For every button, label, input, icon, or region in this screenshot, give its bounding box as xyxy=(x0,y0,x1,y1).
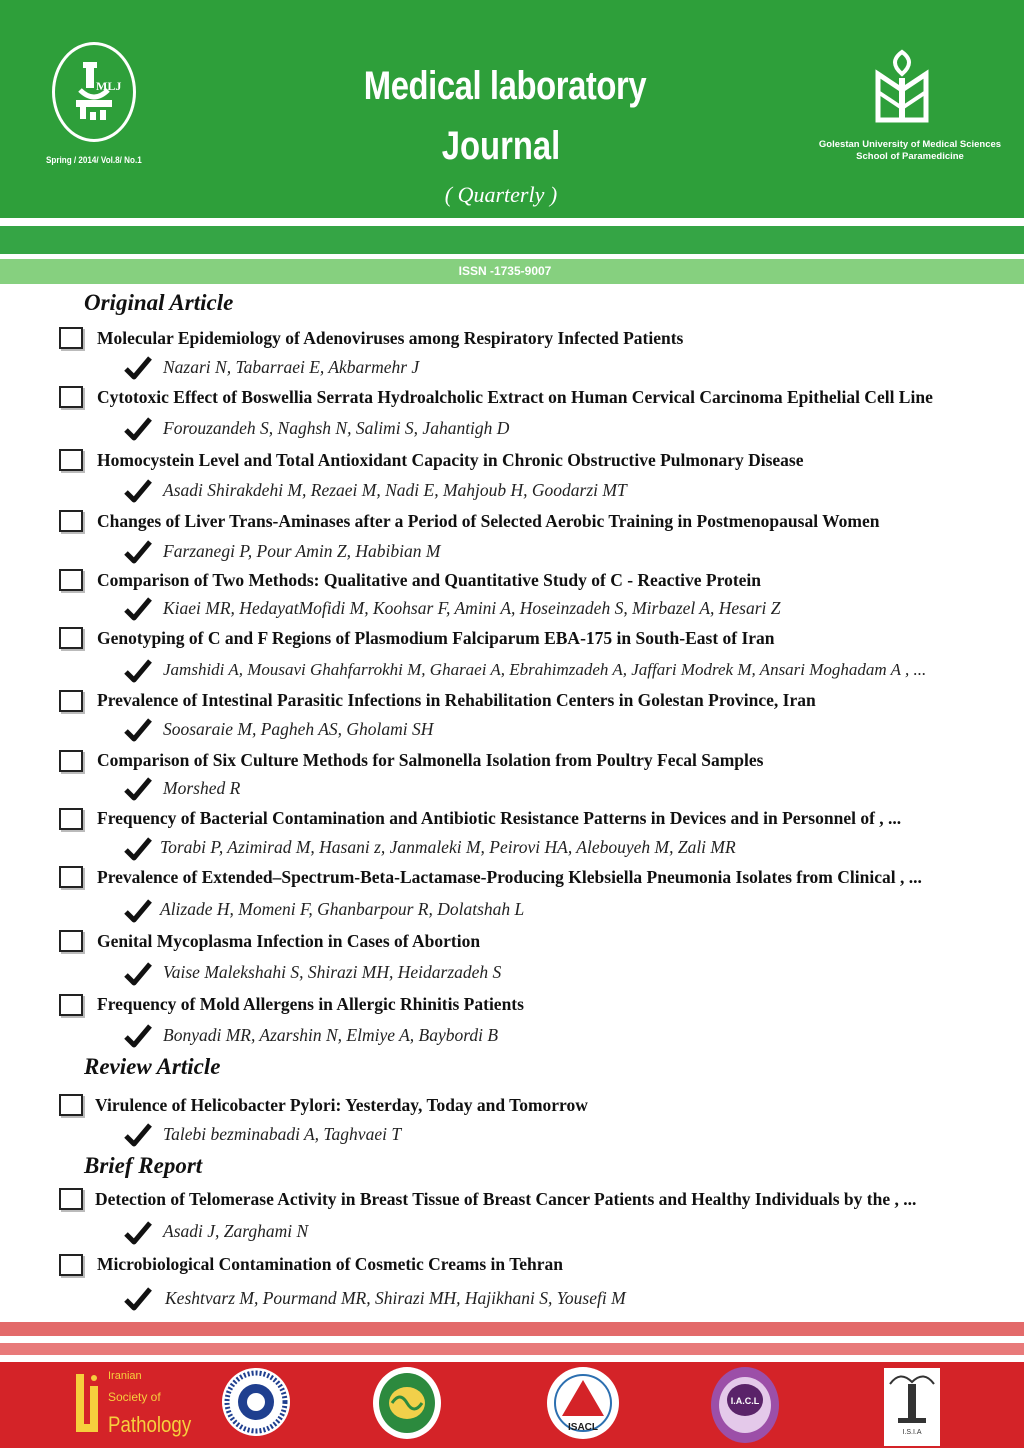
checkmark-icon xyxy=(124,417,152,441)
article-checkbox[interactable] xyxy=(59,1094,83,1116)
checkmark-icon xyxy=(124,718,152,742)
isia-logo xyxy=(884,1368,940,1446)
article-authors: Asadi Shirakdehi M, Rezaei M, Nadi E, Mahjoub H, Goodarzi MT xyxy=(163,480,627,500)
article-checkbox[interactable] xyxy=(59,569,83,591)
section-heading-review: Review Article xyxy=(84,1054,221,1079)
article-checkbox[interactable] xyxy=(59,627,83,649)
article-title[interactable]: Microbiological Contamination of Cosmetic Creams in Tehran xyxy=(97,1254,564,1274)
article-authors: Vaise Malekshahi S, Shirazi MH, Heidarzadeh S xyxy=(163,962,502,982)
pathology-society-line2: Society of xyxy=(108,1390,161,1404)
section-heading-original: Original Article xyxy=(84,290,234,315)
checkmark-icon xyxy=(124,540,152,564)
iacl-logo xyxy=(710,1366,780,1444)
article-authors: Talebi bezminabadi A, Taghvaei T xyxy=(163,1124,402,1144)
article-checkbox[interactable] xyxy=(59,866,83,888)
checkmark-icon xyxy=(124,597,152,621)
article-title[interactable]: Prevalence of Intestinal Parasitic Infections in Rehabilitation Centers in Golestan Province, Iran xyxy=(97,690,816,710)
article-title[interactable]: Comparison of Two Methods: Qualitative and Quantitative Study of C - Reactive Protein xyxy=(97,570,762,590)
article-authors: Jamshidi A, Mousavi Ghahfarrokhi M, Gharaei A, Ebrahimzadeh A, Jaffari Modrek M, Ansari Moghadam A , ... xyxy=(163,660,927,679)
article-title[interactable]: Frequency of Bacterial Contamination and Antibiotic Resistance Patterns in Devices and in Personnel of , ... xyxy=(97,808,902,828)
article-checkbox[interactable] xyxy=(59,327,83,349)
article-title[interactable]: Changes of Liver Trans-Aminases after a Period of Selected Aerobic Training in Postmenopausal Women xyxy=(97,511,880,531)
article-authors: Keshtvarz M, Pourmand MR, Shirazi MH, Hajikhani S, Yousefi M xyxy=(165,1288,626,1308)
article-checkbox[interactable] xyxy=(59,510,83,532)
checkmark-icon xyxy=(124,962,152,986)
journal-subtitle: ( Quarterly ) xyxy=(444,182,558,207)
checkmark-icon xyxy=(124,479,152,503)
article-authors: Forouzandeh S, Naghsh N, Salimi S, Jahantigh D xyxy=(163,418,510,438)
article-checkbox[interactable] xyxy=(59,994,83,1016)
article-title[interactable]: Homocystein Level and Total Antioxidant Capacity in Chronic Obstructive Pulmonary Disease xyxy=(97,450,804,470)
checkmark-icon xyxy=(124,777,152,801)
issue-info: Spring / 2014/ Vol.8/ No.1 xyxy=(46,155,142,165)
university-logo xyxy=(872,48,932,126)
article-title[interactable]: Cytotoxic Effect of Boswellia Serrata Hydroalcholic Extract on Human Cervical Carcinoma Epithelial Cell Line xyxy=(97,387,933,407)
article-title[interactable]: Virulence of Helicobacter Pylori: Yesterday, Today and Tomorrow xyxy=(95,1095,588,1115)
university-name: Golestan University of Medical Sciences xyxy=(818,139,1002,150)
mycology-society-logo xyxy=(372,1366,442,1440)
issn-label: ISSN -1735-9007 xyxy=(458,264,552,278)
article-title[interactable]: Molecular Epidemiology of Adenoviruses among Respiratory Infected Patients xyxy=(97,328,684,348)
article-authors: Farzanegi P, Pour Amin Z, Habibian M xyxy=(163,541,441,561)
isia-text: I.S.I.A xyxy=(902,1429,922,1436)
header-band xyxy=(0,226,1024,254)
section-heading-brief: Brief Report xyxy=(84,1153,203,1178)
journal-title-line2: Journal xyxy=(441,124,561,168)
article-authors: Morshed R xyxy=(163,778,241,798)
article-authors: Kiaei MR, HedayatMofidi M, Koohsar F, Amini A, Hoseinzadeh S, Mirbazel A, Hesari Z xyxy=(163,598,781,618)
iacl-text: I.A.C.L xyxy=(730,1396,760,1406)
article-title[interactable]: Frequency of Mold Allergens in Allergic Rhinitis Patients xyxy=(97,994,524,1014)
article-authors: Soosaraie M, Pagheh AS, Gholami SH xyxy=(163,719,434,739)
pathology-society-logo xyxy=(72,1370,104,1436)
article-checkbox[interactable] xyxy=(59,930,83,952)
pathology-society-line3: Pathology xyxy=(108,1412,192,1437)
sponsor-footer xyxy=(0,1362,1024,1448)
checkmark-icon xyxy=(124,899,152,923)
article-checkbox[interactable] xyxy=(59,750,83,772)
checkmark-icon xyxy=(124,356,152,380)
article-authors: Asadi J, Zarghami N xyxy=(163,1221,309,1241)
checkmark-icon xyxy=(124,1024,152,1048)
article-authors: Alizade H, Momeni F, Ghanbarpour R, Dolatshah L xyxy=(160,899,525,919)
checkmark-icon xyxy=(124,1287,152,1311)
article-checkbox[interactable] xyxy=(59,449,83,471)
checkmark-icon xyxy=(124,837,152,861)
article-authors: Bonyadi MR, Azarshin N, Elmiye A, Baybordi B xyxy=(163,1025,499,1045)
article-checkbox[interactable] xyxy=(59,1254,83,1276)
isacl-text: ISACL xyxy=(568,1422,598,1433)
article-title[interactable]: Genotyping of C and F Regions of Plasmodium Falciparum EBA-175 in South-East of Iran xyxy=(97,628,775,648)
footer-stripe xyxy=(0,1322,1024,1336)
checkmark-icon xyxy=(124,659,152,683)
pathology-society-line1: Iranian xyxy=(108,1370,142,1382)
article-authors: Torabi P, Azimirad M, Hasani z, Janmaleki M, Peirovi HA, Alebouyeh M, Zali MR xyxy=(160,837,736,857)
school-name: School of Paramedicine xyxy=(856,151,964,162)
article-checkbox[interactable] xyxy=(59,386,83,408)
parasitology-society-logo xyxy=(220,1366,292,1438)
journal-title-line1: Medical laboratory xyxy=(363,64,647,108)
article-checkbox[interactable] xyxy=(59,1188,83,1210)
article-title[interactable]: Detection of Telomerase Activity in Breast Tissue of Breast Cancer Patients and Healthy Individuals by the , ... xyxy=(95,1189,917,1209)
article-authors: Nazari N, Tabarraei E, Akbarmehr J xyxy=(163,357,420,377)
article-title[interactable]: Prevalence of Extended–Spectrum-Beta-Lactamase-Producing Klebsiella Pneumonia Isolates from Clinical , ... xyxy=(97,867,922,887)
checkmark-icon xyxy=(124,1221,152,1245)
checkmark-icon xyxy=(124,1123,152,1147)
article-title[interactable]: Genital Mycoplasma Infection in Cases of Abortion xyxy=(97,931,481,951)
article-checkbox[interactable] xyxy=(59,690,83,712)
footer-stripe xyxy=(0,1343,1024,1355)
isacl-logo xyxy=(546,1366,620,1440)
logo-text: MLJ xyxy=(96,79,122,93)
journal-header xyxy=(0,0,1024,218)
article-checkbox[interactable] xyxy=(59,808,83,830)
article-title[interactable]: Comparison of Six Culture Methods for Salmonella Isolation from Poultry Fecal Samples xyxy=(97,750,764,770)
